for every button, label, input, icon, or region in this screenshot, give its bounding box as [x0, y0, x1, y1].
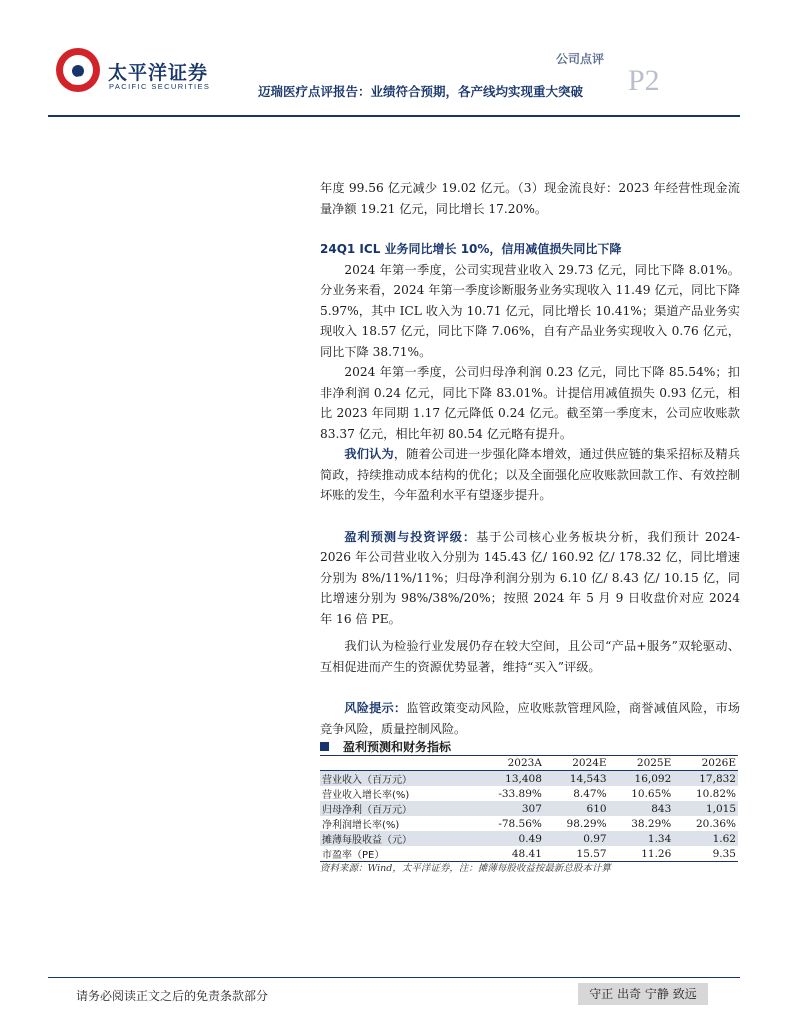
section-heading: 24Q1 ICL 业务同比增长 10%，信用减值损失同比下降 — [320, 242, 622, 256]
paragraph-q1-profit: 2024 年第一季度，公司归母净利润 0.23 亿元，同比下降 85.54%；扣非净利润 0.24 亿元，同比下降 83.01%。计提信用减值损失 0.93 亿元，相比 2023 年同期 1.17 亿元降低 0.24 亿元。截至第一季度末，公司应收账款 83.37 亿元，相比年初 80.54 亿元略有提升。 — [320, 365, 740, 441]
table-header-row — [320, 756, 738, 771]
table-row: 营业收入增长率(%) -33.89% 8.47% 10.65% 10.82% — [322, 787, 736, 802]
paragraph-outlook: 我们认为，随着公司进一步强化降本增效，通过供应链的集采招标及精兵简政，持续推动成本结构的优化；以及全面强化应收账款回款工作、有效控制坏账的发生，今年盈利水平有望逐步提升。 — [320, 447, 741, 502]
page-number: P2 — [628, 64, 660, 97]
report-title: 迈瑞医疗点评报告：业绩符合预期，各产线均实现重大突破 — [258, 84, 584, 99]
paragraph-risk: 风险提示：监管政策变动风险，应收账款管理风险，商誉减值风险，市场竞争风险，质量控制风险。 — [320, 701, 741, 736]
disclaimer-link: 请务必阅读正文之后的免责条款部分 — [76, 989, 269, 1003]
table-source-note: 资料来源：Wind，太平洋证券，注：摊薄每股收益按最新总股本计算 — [320, 863, 611, 874]
financial-table — [320, 755, 738, 862]
table-row: 摊薄每股收益（元） 0.49 0.97 1.34 1.62 — [322, 832, 736, 847]
motto: 守正 出奇 宁静 致远 — [578, 983, 708, 1005]
paragraph-q1-revenue: 2024 年第一季度，公司实现营业收入 29.73 亿元，同比下降 8.01%。分业务来看，2024 年第一季度诊断服务业务实现收入 11.49 亿元，同比下降 5.97%，其中 ICL 收入为 10.71 亿元，同比增长 10.41%；渠道产品业务实现收入 18.57 亿元，同比下降 7.06%，自有产品业务实现收入 0.76 亿元，同比下降 38.71%。 — [320, 262, 740, 359]
table-row: 市盈率（PE） 48.41 15.57 11.26 9.35 — [322, 847, 736, 862]
col-2024e: 2024E — [544, 756, 609, 771]
table-title: 盈利预测和财务指标 — [320, 738, 451, 755]
paragraph-rating: 我们认为检验行业发展仍存在较大空间，且公司“产品+服务”双轮驱动、互相促进而产生的资源优势显著，维持“买入”评级。 — [320, 639, 740, 674]
table-row: 净利润增长率(%) -78.56% 98.29% 38.29% 20.36% — [322, 817, 736, 832]
header-divider — [48, 115, 740, 117]
bullet-square-icon — [320, 742, 329, 751]
outlook-lead: 我们认为 — [344, 447, 394, 461]
table-row: 归母净利（百万元） 307 610 843 1,015 — [322, 802, 736, 817]
brand-name: 太平洋证券 — [108, 62, 209, 84]
brand-name-en: PACIFIC SECURITIES — [109, 82, 211, 91]
risk-lead: 风险提示： — [344, 701, 407, 715]
body-text — [320, 178, 740, 739]
table-row: 营业收入（百万元） 13,408 14,543 16,092 17,832 — [322, 772, 736, 787]
forecast-lead: 盈利预测与投资评级： — [344, 529, 477, 544]
col-2026e: 2026E — [673, 756, 738, 771]
paragraph-forecast: 盈利预测与投资评级：基于公司核心业务板块分析，我们预计 2024-2026 年公司营业收入分别为 145.43 亿/ 160.92 亿/ 178.32 亿，同比增速分别为 8%/11%/11%；归母净利润分别为 6.10 亿/ 8.43 亿/ 10.15 亿，同比增速分别为 98%/38%/20%；按照 2024 年 5 月 9 日收盘价对应 2024 年 16 倍 PE。 — [320, 529, 741, 626]
paragraph-continued: 年度 99.56 亿元减少 19.02 亿元。（3）现金流良好：2023 年经营性现金流量净额 19.21 亿元，同比增长 17.20%。 — [320, 181, 740, 216]
col-2023a: 2023A — [474, 756, 544, 771]
footer-divider — [48, 977, 740, 978]
report-type: 公司点评 — [556, 52, 605, 66]
col-2025e: 2025E — [609, 756, 674, 771]
